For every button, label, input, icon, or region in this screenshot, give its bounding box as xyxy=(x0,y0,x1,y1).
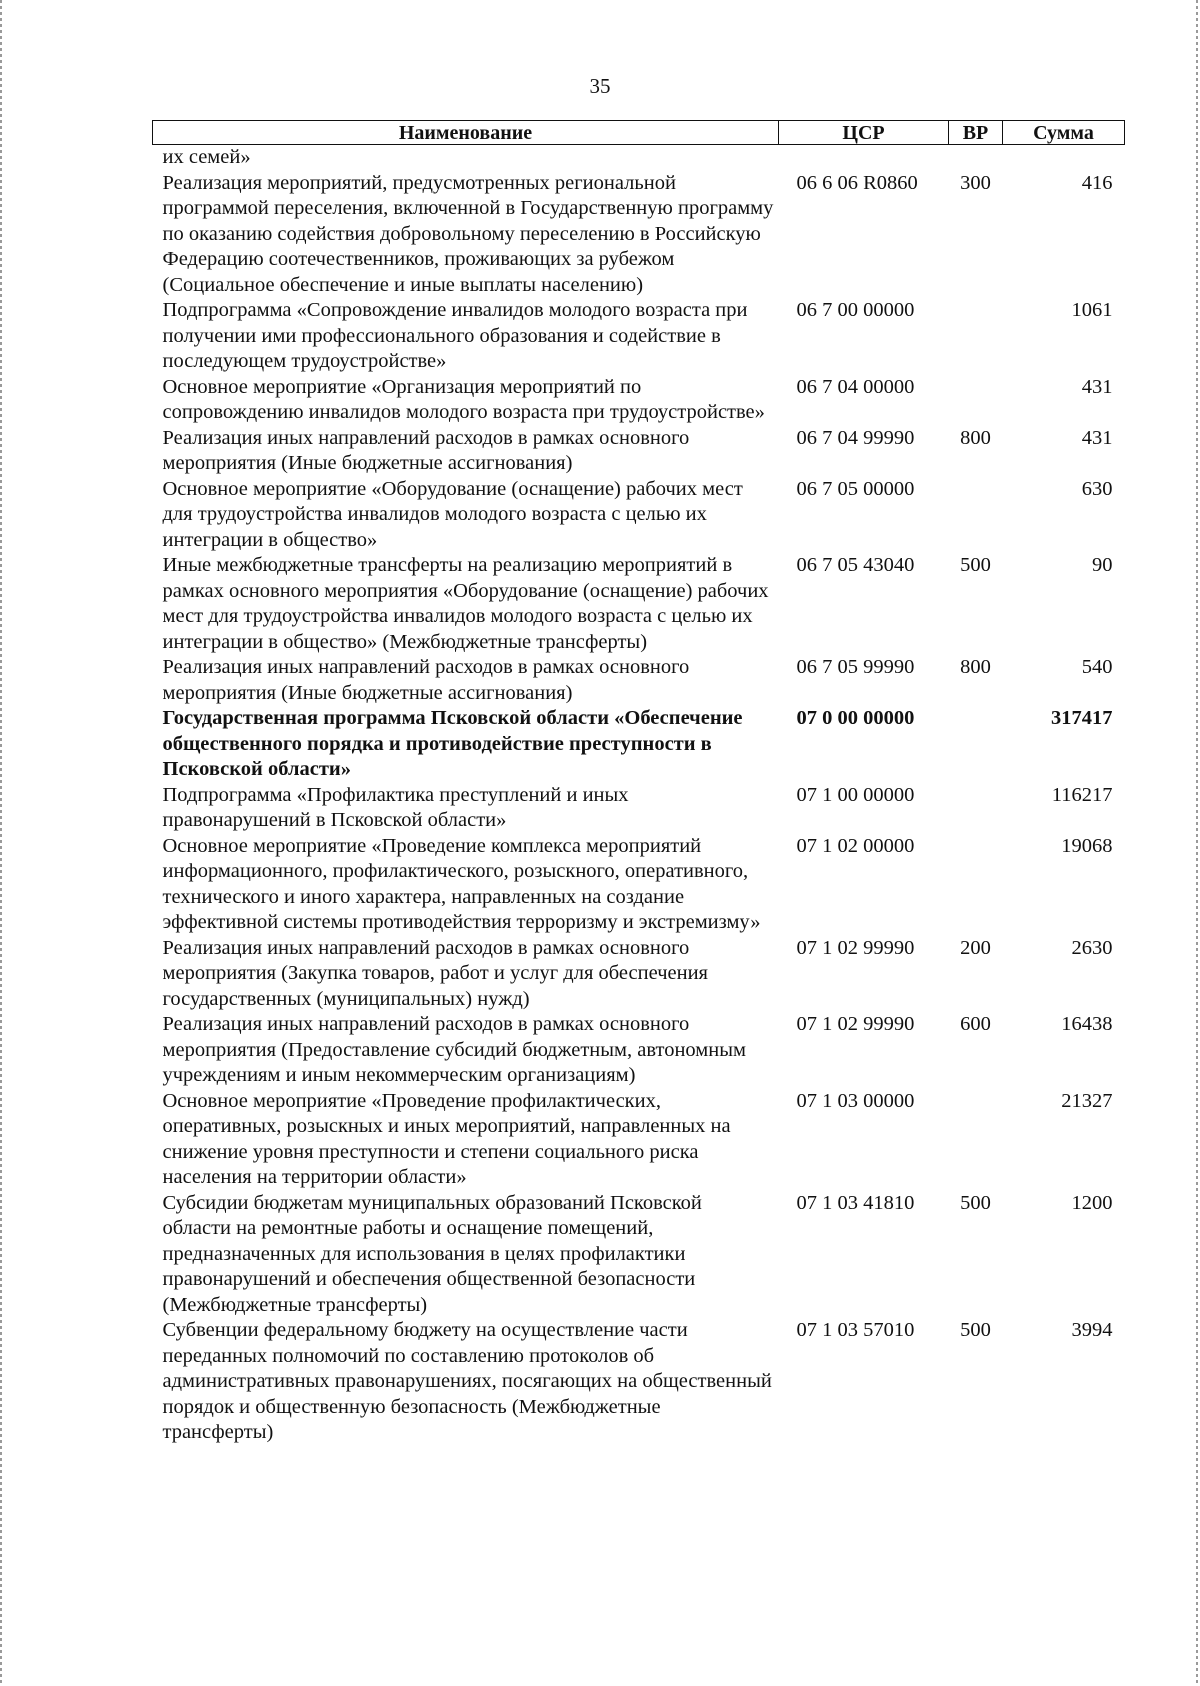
cell-sum: 21327 xyxy=(1061,1089,1113,1112)
table-body xyxy=(153,145,1125,1446)
table-row xyxy=(153,426,1125,477)
cell-vr xyxy=(949,706,1003,783)
cell-vr: 300 xyxy=(960,171,991,194)
cell-name: Субсидии бюджетам муниципальных образований Псковской области на ремонтные работы и оснащение помещений, предназначенных для использования в целях профилактики правонарушений и обеспечения общественной безопасности (Межбюджетные трансферты) xyxy=(162,1191,702,1316)
cell-sum: 19068 xyxy=(1061,834,1113,857)
table-row xyxy=(153,375,1125,426)
cell-csr: 07 0 00 00000 xyxy=(796,707,915,729)
cell-vr: 500 xyxy=(960,1319,991,1341)
header-csr: ЦСР xyxy=(779,121,949,145)
table-row xyxy=(153,655,1125,706)
table-row xyxy=(153,834,1125,936)
cell-csr: 07 1 03 57010 xyxy=(796,1319,915,1341)
cell-name: Основное мероприятие «Проведение профилактических, оперативных, розыскных и иных мероприятий, направленных на снижение уровня преступности и степени социального риска населения на территории области» xyxy=(162,1089,731,1188)
cell-sum: 317417 xyxy=(1051,707,1113,729)
cell-csr: 06 7 00 00000 xyxy=(796,299,915,321)
cell-csr: 07 1 00 00000 xyxy=(796,783,915,806)
cell-vr xyxy=(949,298,1003,375)
cell-name: Подпрограмма «Сопровождение инвалидов молодого возраста при получении ими профессионального образования и содействие в последующем трудоустройстве» xyxy=(162,299,748,372)
cell-vr: 600 xyxy=(960,1013,991,1035)
cell-csr: 06 7 05 00000 xyxy=(796,477,915,500)
table-row xyxy=(153,477,1125,554)
cell-csr: 07 1 03 41810 xyxy=(796,1191,915,1214)
table-row xyxy=(153,298,1125,375)
cell-vr: 200 xyxy=(960,936,991,959)
table-row xyxy=(153,145,1125,171)
cell-vr: 500 xyxy=(960,554,991,576)
header-name: Наименование xyxy=(153,121,779,145)
cell-csr: 07 1 02 99990 xyxy=(796,1013,915,1035)
cell-vr: 800 xyxy=(960,656,991,678)
cell-name: Основное мероприятие «Проведение комплекса мероприятий информационного, профилактического, розыскного, оперативного, технического и иного характера, направленных на создание эффективной системы противодействия терроризму и экстремизму» xyxy=(162,834,761,933)
cell-name: Реализация иных направлений расходов в рамках основного мероприятия (Иные бюджетные ассигнования) xyxy=(162,656,690,704)
cell-sum: 90 xyxy=(1092,554,1113,576)
cell-name: Реализация иных направлений расходов в рамках основного мероприятия (Предоставление субсидий бюджетным, автономным учреждениям и иным некоммерческим организациям) xyxy=(162,1013,746,1086)
cell-sum: 3994 xyxy=(1071,1319,1113,1341)
table-header xyxy=(153,121,1125,145)
cell-csr: 06 7 05 99990 xyxy=(796,656,915,678)
scan-edge-left xyxy=(0,0,2,1686)
cell-sum: 431 xyxy=(1081,426,1113,449)
cell-name: Основное мероприятие «Оборудование (оснащение) рабочих мест для трудоустройства инвалидов молодого возраста с целью их интеграции в общество» xyxy=(162,477,743,551)
table-row xyxy=(153,936,1125,1013)
cell-sum: 630 xyxy=(1081,477,1113,500)
cell-sum: 16438 xyxy=(1061,1013,1113,1035)
table-row xyxy=(153,1089,1125,1191)
header-sum: Сумма xyxy=(1003,121,1125,145)
cell-name: Субвенции федеральному бюджету на осуществление части переданных полномочий по составлению протоколов об административных правонарушениях, посягающих на общественный порядок и общественную безопасность (Межбюджетные трансферты) xyxy=(162,1319,772,1443)
table-row xyxy=(153,783,1125,834)
cell-vr xyxy=(949,375,1003,426)
page-number: 35 xyxy=(589,74,611,98)
cell-vr xyxy=(949,1089,1003,1191)
cell-csr: 07 1 03 00000 xyxy=(796,1089,915,1112)
cell-vr: 500 xyxy=(960,1191,991,1214)
cell-sum: 540 xyxy=(1081,656,1113,678)
cell-vr xyxy=(949,145,1003,171)
cell-sum: 1200 xyxy=(1071,1191,1113,1214)
table-row xyxy=(153,706,1125,783)
cell-name: Иные межбюджетные трансферты на реализацию мероприятий в рамках основного мероприятия «Оборудование (оснащение) рабочих мест для трудоустройства инвалидов молодого возраста с целью их интеграции в общество» (Межбюджетные трансферты) xyxy=(162,554,769,653)
cell-csr: 06 7 05 43040 xyxy=(796,554,915,576)
cell-name: Реализация мероприятий, предусмотренных региональной программой переселения, включенной в Государственную программу по оказанию содействия добровольному переселению в Российскую Федерацию соотечественников, проживающих за рубежом (Социальное обеспечение и иные выплаты населению) xyxy=(162,171,774,296)
cell-csr: 06 6 06 R0860 xyxy=(796,171,918,194)
cell-vr xyxy=(949,834,1003,936)
table-row xyxy=(153,553,1125,655)
cell-csr: 07 1 02 00000 xyxy=(796,834,915,857)
cell-csr: 07 1 02 99990 xyxy=(796,936,915,959)
cell-sum: 116217 xyxy=(1051,783,1113,806)
cell-vr xyxy=(949,783,1003,834)
header-vr: ВР xyxy=(949,121,1003,145)
cell-name: Подпрограмма «Профилактика преступлений и иных правонарушений в Псковской области» xyxy=(162,783,629,831)
cell-csr: 06 7 04 00000 xyxy=(796,375,915,398)
cell-sum xyxy=(1003,145,1125,171)
budget-table xyxy=(152,120,1125,1446)
cell-name: Реализация иных направлений расходов в рамках основного мероприятия (Иные бюджетные ассигнования) xyxy=(162,426,690,474)
table-row xyxy=(153,1191,1125,1319)
table-row xyxy=(153,1318,1125,1446)
cell-sum: 1061 xyxy=(1071,299,1113,321)
cell-vr xyxy=(949,477,1003,554)
table-row xyxy=(153,171,1125,299)
cell-sum: 2630 xyxy=(1071,936,1113,959)
cell-name: Основное мероприятие «Организация мероприятий по сопровождению инвалидов молодого возраста при трудоустройстве» xyxy=(162,375,765,423)
cell-name: их семей» xyxy=(162,146,251,168)
cell-sum: 431 xyxy=(1081,375,1113,398)
scan-edge-right xyxy=(1196,0,1198,1686)
cell-name: Государственная программа Псковской области «Обеспечение общественного порядка и противодействие преступности в Псковской области» xyxy=(162,707,743,780)
cell-vr: 800 xyxy=(960,426,991,449)
cell-csr: 06 7 04 99990 xyxy=(796,426,915,449)
table-row xyxy=(153,1012,1125,1089)
cell-csr xyxy=(779,145,949,171)
cell-name: Реализация иных направлений расходов в рамках основного мероприятия (Закупка товаров, работ и услуг для обеспечения государственных (муниципальных) нужд) xyxy=(162,936,708,1010)
cell-sum: 416 xyxy=(1081,171,1113,194)
